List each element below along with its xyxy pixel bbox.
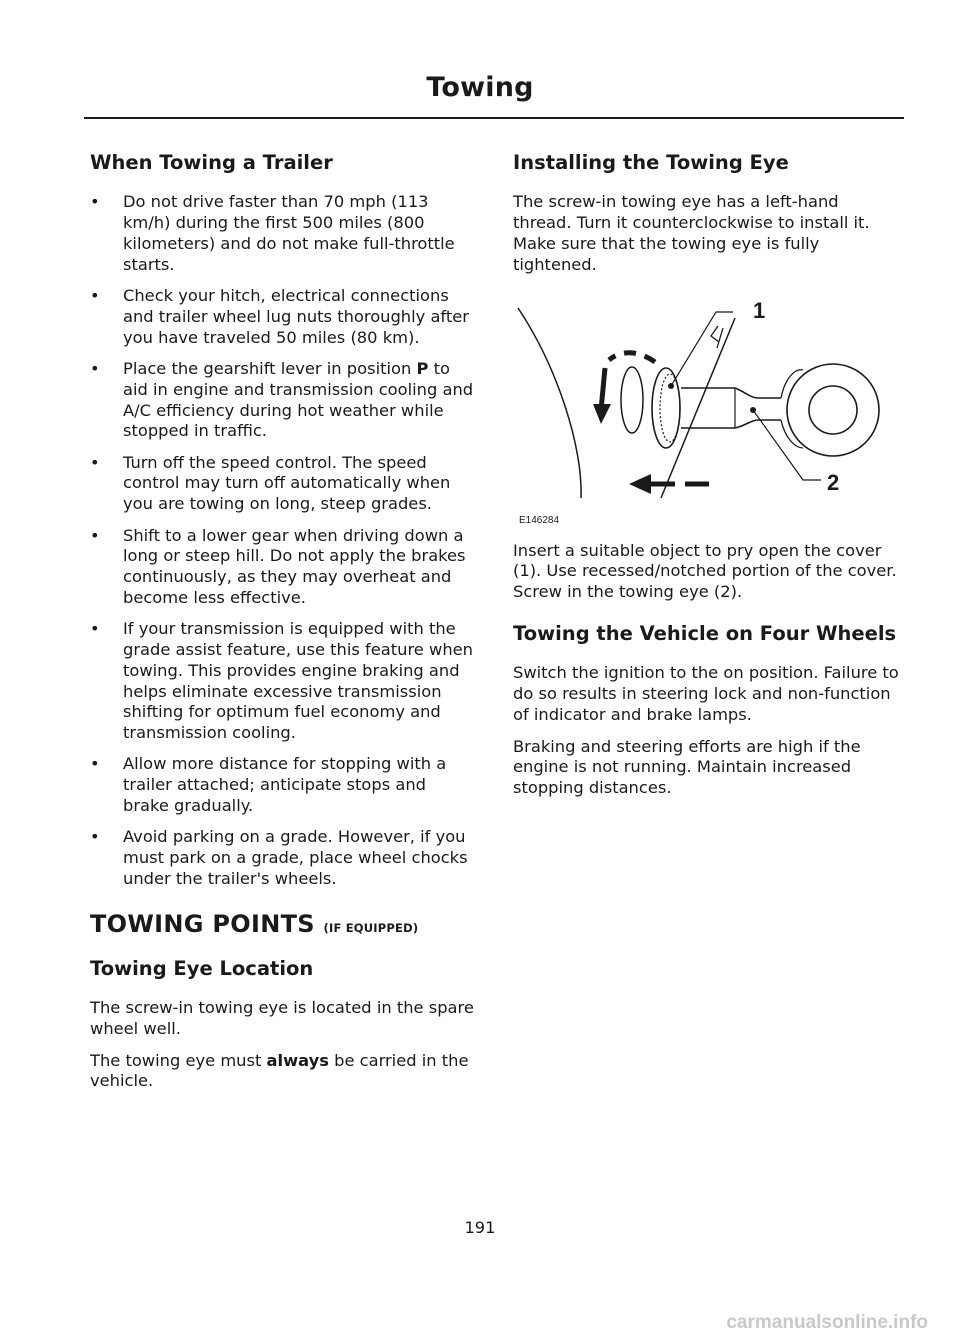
right-column [513,150,899,810]
bullet-dot: • [90,452,100,472]
eye-carry-emphasis: always [266,1050,329,1070]
trailer-bullet-item [90,619,476,744]
bullet-text-after: to aid in engine and transmission cooling and A/C efficiency during hot weather while stopped in traffic. [123,358,474,441]
page-number: 191 [464,1218,496,1237]
trailer-bullet-item [90,827,476,889]
bullet-dot: • [90,358,100,378]
section-heading-when-towing-trailer: When Towing a Trailer [90,151,333,174]
watermark[interactable]: carmanualsonline.info [726,1312,928,1333]
callout-label-2: 2 [827,469,840,495]
trailer-bullet-item [90,192,476,275]
trailer-bullet-item [90,286,476,348]
bullet-dot: • [90,619,100,639]
bullet-text-before: Place the gearshift lever in position [123,358,417,378]
bullet-dot: • [90,286,100,306]
eye-carry-text-after: be carried in the vehicle. [90,1050,469,1091]
section-heading-towing-eye-location: Towing Eye Location [90,956,314,980]
bullet-dot: • [90,754,100,774]
trailer-bullet-item [90,359,476,442]
trailer-bullet-item [90,526,476,609]
bullet-text: Turn off the speed control. The speed control may turn off automatically when you are towing on long, steep grades. [123,452,451,514]
bullet-text: Avoid parking on a grade. However, if you must park on a grade, place wheel chocks under the trailer's wheels. [123,827,468,888]
eye-carry-text-before: The towing eye must [90,1050,267,1070]
bullet-text: Allow more distance for stopping with a trailer attached; anticipate stops and brake gradually. [123,754,447,816]
header-divider [84,117,904,119]
section-heading-four-wheels: Towing the Vehicle on Four Wheels [513,621,897,645]
eye-location-paragraph: The screw-in towing eye is located in the spare wheel well. [90,998,474,1038]
section-heading-installing-towing-eye: Installing the Towing Eye [513,151,789,174]
insert-paragraph: Insert a suitable object to pry open the cover (1). Use recessed/notched portion of the cover. Screw in the towing eye (2). [513,540,897,602]
trailer-bullet-item [90,754,476,816]
figure-id: E146284 [519,514,560,526]
bullet-text: Shift to a lower gear when driving down a long or steep hill. Do not apply the brakes continuously, as they may overheat and become less effective. [123,525,466,607]
trailer-bullet-item [90,453,476,515]
towing-points-suffix: (IF EQUIPPED) [323,920,419,935]
bullet-text-bold: P [416,358,429,378]
four-wheels-paragraph-1: Switch the ignition to the on position. Failure to do so results in steering lock and non-function of indicator and brake lamps. [513,663,899,724]
section-heading-towing-points [90,910,476,938]
towing-eye-illustration-icon [513,298,899,533]
towing-eye-figure [513,298,899,533]
callout-label-1: 1 [753,297,766,323]
left-column [90,150,476,1103]
bullet-text: Do not drive faster than 70 mph (113 km/h) during the first 500 miles (800 kilometers) and do not make full-throttle starts. [123,192,455,274]
bullet-text: Check your hitch, electrical connections and trailer wheel lug nuts thoroughly after you have traveled 50 miles (80 km). [123,286,469,347]
trailer-bullet-list [90,192,476,889]
bullet-dot: • [90,525,100,545]
towing-points-title: TOWING POINTS [90,909,315,938]
installing-paragraph: The screw-in towing eye has a left-hand thread. Turn it counterclockwise to install it. Make sure that the towing eye is fully tightened. [513,192,870,274]
eye-carry-paragraph [90,1051,476,1093]
bullet-text: If your transmission is equipped with the grade assist feature, use this feature when towing. This provides engine braking and helps eliminate excessive transmission shifting for optimum fuel economy and transmission cooling. [123,619,473,743]
four-wheels-paragraph-2: Braking and steering efforts are high if the engine is not running. Maintain increased stopping distances. [513,736,861,798]
page-title: Towing [426,72,534,103]
bullet-dot: • [90,827,100,847]
bullet-dot: • [90,192,100,212]
